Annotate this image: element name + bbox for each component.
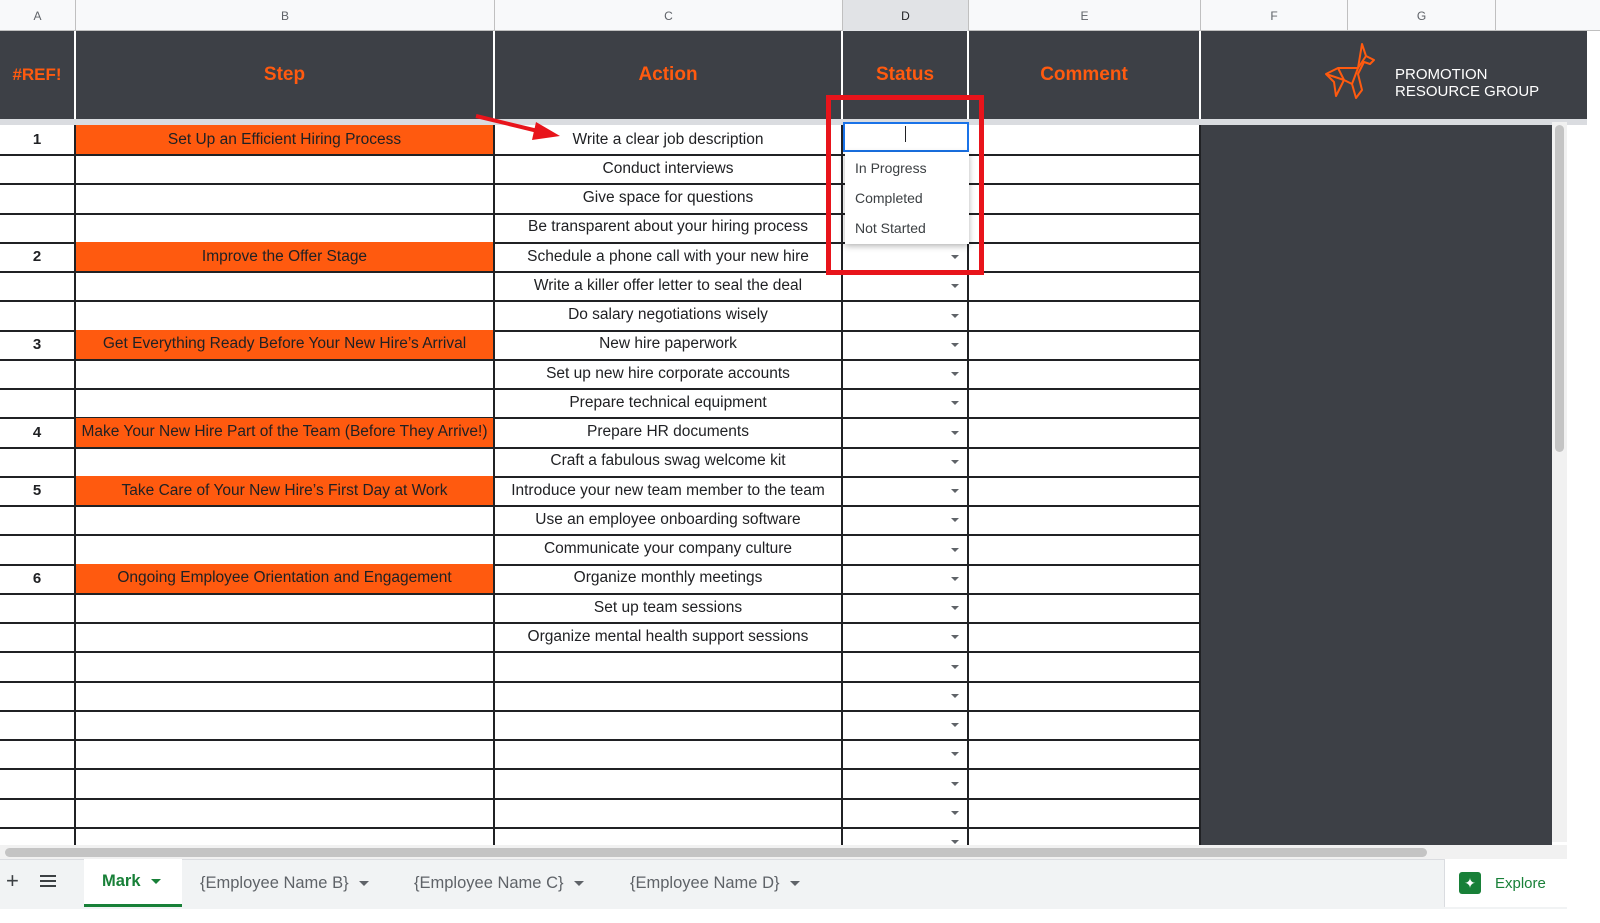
step-cell[interactable] (76, 535, 495, 566)
step-number-cell[interactable] (0, 769, 76, 800)
action-cell[interactable]: Write a killer offer letter to seal the deal (495, 271, 843, 302)
action-cell[interactable] (495, 769, 843, 800)
step-cell[interactable]: Set Up an Efficient Hiring Process (76, 125, 495, 156)
sheet-tab-label: Mark (102, 872, 141, 890)
action-cell[interactable] (495, 798, 843, 829)
comment-header[interactable]: Comment (969, 31, 1201, 119)
chevron-down-icon[interactable] (951, 343, 959, 347)
step-number-cell[interactable] (0, 798, 76, 829)
status-cell[interactable] (843, 535, 969, 566)
column-header-bar (0, 0, 1600, 31)
column-header-b[interactable]: B (76, 0, 495, 31)
chevron-down-icon[interactable] (951, 431, 959, 435)
explore-label: Explore (1495, 874, 1546, 892)
status-cell[interactable] (843, 593, 969, 624)
step-cell[interactable] (76, 505, 495, 536)
action-header[interactable]: Action (495, 31, 843, 119)
comment-cell[interactable] (969, 769, 1201, 800)
step-number-cell[interactable] (0, 447, 76, 478)
action-cell[interactable]: New hire paperwork (495, 330, 843, 361)
logo-line-2: RESOURCE GROUP (1395, 83, 1540, 100)
step-number-cell[interactable]: 4 (0, 418, 76, 449)
step-cell[interactable] (76, 301, 495, 332)
comment-cell[interactable] (969, 184, 1201, 215)
ref-header[interactable]: #REF! (0, 31, 76, 119)
table-row (0, 476, 1201, 506)
action-cell[interactable] (495, 710, 843, 741)
step-number-cell[interactable] (0, 505, 76, 536)
status-cell[interactable] (843, 447, 969, 478)
comment-cell[interactable] (969, 681, 1201, 712)
table-row (0, 213, 1201, 243)
step-cell[interactable] (76, 681, 495, 712)
status-cell[interactable] (843, 418, 969, 449)
column-header-a[interactable]: A (0, 0, 76, 31)
status-cell[interactable] (843, 330, 969, 361)
step-cell[interactable] (76, 213, 495, 244)
table-row (0, 271, 1201, 301)
sheet-tab-label: {Employee Name D} (630, 873, 780, 892)
action-cell[interactable]: Craft a fabulous swag welcome kit (495, 447, 843, 478)
action-cell[interactable] (495, 652, 843, 683)
step-number-cell[interactable]: 5 (0, 476, 76, 507)
comment-cell[interactable] (969, 388, 1201, 419)
comment-cell[interactable] (969, 125, 1201, 156)
action-cell[interactable]: Set up new hire corporate accounts (495, 359, 843, 390)
action-cell[interactable]: Write a clear job description (495, 125, 843, 156)
table-row (0, 418, 1201, 448)
step-cell[interactable] (76, 388, 495, 419)
step-number-cell[interactable] (0, 154, 76, 185)
table-row (0, 242, 1201, 272)
step-number-cell[interactable] (0, 535, 76, 566)
chevron-down-icon (574, 881, 584, 886)
step-cell[interactable] (76, 184, 495, 215)
red-highlight-box (826, 95, 984, 275)
step-number-cell[interactable] (0, 301, 76, 332)
status-cell[interactable] (843, 769, 969, 800)
chevron-down-icon[interactable] (951, 548, 959, 552)
status-cell[interactable] (843, 681, 969, 712)
step-cell[interactable] (76, 652, 495, 683)
logo-text (1395, 66, 1539, 100)
column-header-g[interactable]: G (1348, 0, 1496, 31)
step-cell[interactable] (76, 769, 495, 800)
comment-cell[interactable] (969, 798, 1201, 829)
column-header-f[interactable]: F (1201, 0, 1348, 31)
table-row (0, 622, 1201, 652)
comment-cell[interactable] (969, 710, 1201, 741)
step-cell[interactable]: Take Care of Your New Hire’s First Day at Work (76, 476, 495, 507)
action-cell[interactable]: Introduce your new team member to the team (495, 476, 843, 507)
table-row (0, 184, 1201, 214)
chevron-down-icon[interactable] (951, 606, 959, 610)
step-cell[interactable] (76, 622, 495, 653)
table-row (0, 710, 1201, 740)
chevron-down-icon[interactable] (951, 314, 959, 318)
sheet-tab-label: {Employee Name B} (200, 873, 349, 892)
status-cell[interactable] (843, 652, 969, 683)
step-cell[interactable]: Ongoing Employee Orientation and Engagement (76, 564, 495, 595)
step-cell[interactable] (76, 447, 495, 478)
chevron-down-icon[interactable] (951, 811, 959, 815)
step-cell[interactable] (76, 154, 495, 185)
step-number-cell[interactable] (0, 652, 76, 683)
step-number-cell[interactable]: 6 (0, 564, 76, 595)
sheet-tab-employee-d[interactable] (612, 859, 828, 907)
action-cell[interactable]: Prepare HR documents (495, 418, 843, 449)
action-cell[interactable] (495, 739, 843, 770)
dropdown-option-not-started[interactable]: Not Started (855, 220, 926, 236)
comment-cell[interactable] (969, 213, 1201, 244)
right-dark-panel (1201, 125, 1552, 845)
comment-cell[interactable] (969, 330, 1201, 361)
table-row (0, 769, 1201, 799)
comment-cell[interactable] (969, 242, 1201, 273)
logo-line-1: PROMOTION (1395, 66, 1488, 83)
step-cell[interactable] (76, 359, 495, 390)
table-row (0, 154, 1201, 184)
comment-cell[interactable] (969, 447, 1201, 478)
chevron-down-icon[interactable] (951, 840, 959, 844)
action-cell[interactable]: Prepare technical equipment (495, 388, 843, 419)
comment-cell[interactable] (969, 652, 1201, 683)
status-cell[interactable] (843, 301, 969, 332)
comment-cell[interactable] (969, 564, 1201, 595)
comment-cell[interactable] (969, 418, 1201, 449)
table-row (0, 359, 1201, 389)
status-cell[interactable] (843, 798, 969, 829)
step-number-cell[interactable] (0, 359, 76, 390)
table-row (0, 564, 1201, 594)
status-cell[interactable] (843, 739, 969, 770)
origami-horse-icon (1322, 40, 1382, 102)
sheet-tab-mark[interactable] (84, 859, 182, 907)
status-cell[interactable] (843, 476, 969, 507)
step-cell[interactable]: Get Everything Ready Before Your New Hire’s Arrival (76, 330, 495, 361)
action-cell[interactable]: Organize mental health support sessions (495, 622, 843, 653)
table-row (0, 125, 1201, 155)
chevron-down-icon[interactable] (951, 782, 959, 786)
chevron-down-icon (790, 881, 800, 886)
chevron-down-icon[interactable] (951, 723, 959, 727)
action-cell[interactable]: Be transparent about your hiring process (495, 213, 843, 244)
comment-cell[interactable] (969, 154, 1201, 185)
action-cell[interactable]: Conduct interviews (495, 154, 843, 185)
table-row (0, 447, 1201, 477)
chevron-down-icon[interactable] (951, 372, 959, 376)
step-number-cell[interactable] (0, 622, 76, 653)
step-cell[interactable] (76, 593, 495, 624)
chevron-down-icon[interactable] (951, 665, 959, 669)
step-header[interactable]: Step (76, 31, 495, 119)
comment-cell[interactable] (969, 301, 1201, 332)
action-cell[interactable]: Set up team sessions (495, 593, 843, 624)
status-cell[interactable] (843, 710, 969, 741)
table-row (0, 301, 1201, 331)
table-row (0, 798, 1201, 828)
comment-cell[interactable] (969, 271, 1201, 302)
comment-cell[interactable] (969, 535, 1201, 566)
step-cell[interactable] (76, 271, 495, 302)
step-number-cell[interactable] (0, 388, 76, 419)
column-header-d[interactable]: D (843, 0, 969, 31)
step-cell[interactable]: Make Your New Hire Part of the Team (Before They Arrive!) (76, 418, 495, 449)
comment-cell[interactable] (969, 505, 1201, 536)
status-cell[interactable] (843, 359, 969, 390)
action-cell[interactable]: Give space for questions (495, 184, 843, 215)
comment-cell[interactable] (969, 593, 1201, 624)
explore-button[interactable] (1444, 859, 1567, 907)
chevron-down-icon[interactable] (951, 635, 959, 639)
step-number-cell[interactable] (0, 213, 76, 244)
step-cell[interactable] (76, 739, 495, 770)
table-row (0, 652, 1201, 682)
step-number-cell[interactable] (0, 271, 76, 302)
chevron-down-icon[interactable] (951, 518, 959, 522)
chevron-down-icon[interactable] (951, 401, 959, 405)
horizontal-scroll-thumb[interactable] (5, 848, 1427, 857)
chevron-down-icon[interactable] (951, 460, 959, 464)
step-number-cell[interactable] (0, 593, 76, 624)
status-cell[interactable] (843, 388, 969, 419)
chevron-down-icon (359, 881, 369, 886)
chevron-down-icon[interactable] (951, 577, 959, 581)
step-number-cell[interactable]: 3 (0, 330, 76, 361)
status-cell[interactable] (843, 271, 969, 302)
action-cell[interactable] (495, 681, 843, 712)
sheet-tab-employee-b[interactable] (182, 859, 395, 907)
explore-icon: ✦ (1459, 872, 1481, 894)
action-cell[interactable]: Schedule a phone call with your new hire (495, 242, 843, 273)
step-cell[interactable]: Improve the Offer Stage (76, 242, 495, 273)
action-cell[interactable]: Organize monthly meetings (495, 564, 843, 595)
chevron-down-icon[interactable] (951, 694, 959, 698)
table-row (0, 535, 1201, 565)
comment-cell[interactable] (969, 739, 1201, 770)
action-cell[interactable]: Use an employee onboarding software (495, 505, 843, 536)
step-number-cell[interactable] (0, 710, 76, 741)
vertical-scroll-thumb[interactable] (1555, 125, 1564, 452)
comment-cell[interactable] (969, 622, 1201, 653)
table-row (0, 505, 1201, 535)
dropdown-option-completed[interactable]: Completed (855, 190, 923, 206)
table-row (0, 388, 1201, 418)
comment-cell[interactable] (969, 476, 1201, 507)
table-row (0, 593, 1201, 623)
column-header-c[interactable]: C (495, 0, 843, 31)
sheet-tab-label: {Employee Name C} (414, 873, 564, 892)
chevron-down-icon[interactable] (951, 752, 959, 756)
status-cell[interactable] (843, 505, 969, 536)
red-arrow-annotation (470, 108, 570, 148)
column-header-e[interactable]: E (969, 0, 1201, 31)
status-cell[interactable] (843, 564, 969, 595)
chevron-down-icon[interactable] (951, 489, 959, 493)
action-cell[interactable]: Do salary negotiations wisely (495, 301, 843, 332)
chevron-down-icon (151, 879, 161, 884)
step-number-cell[interactable]: 1 (0, 125, 76, 156)
action-cell[interactable]: Communicate your company culture (495, 535, 843, 566)
add-sheet-icon[interactable]: + (6, 868, 19, 893)
status-cell[interactable] (843, 622, 969, 653)
step-number-cell[interactable] (0, 739, 76, 770)
table-row (0, 330, 1201, 360)
sheet-tab-employee-c[interactable] (396, 859, 610, 907)
dropdown-option-in-progress[interactable]: In Progress (855, 160, 927, 176)
status-header[interactable]: Status (843, 31, 969, 119)
all-sheets-icon[interactable] (40, 874, 56, 888)
step-cell[interactable] (76, 798, 495, 829)
step-number-cell[interactable]: 2 (0, 242, 76, 273)
step-cell[interactable] (76, 710, 495, 741)
table-row (0, 681, 1201, 711)
step-number-cell[interactable] (0, 681, 76, 712)
table-row (0, 739, 1201, 769)
step-number-cell[interactable] (0, 184, 76, 215)
comment-cell[interactable] (969, 359, 1201, 390)
chevron-down-icon[interactable] (951, 284, 959, 288)
